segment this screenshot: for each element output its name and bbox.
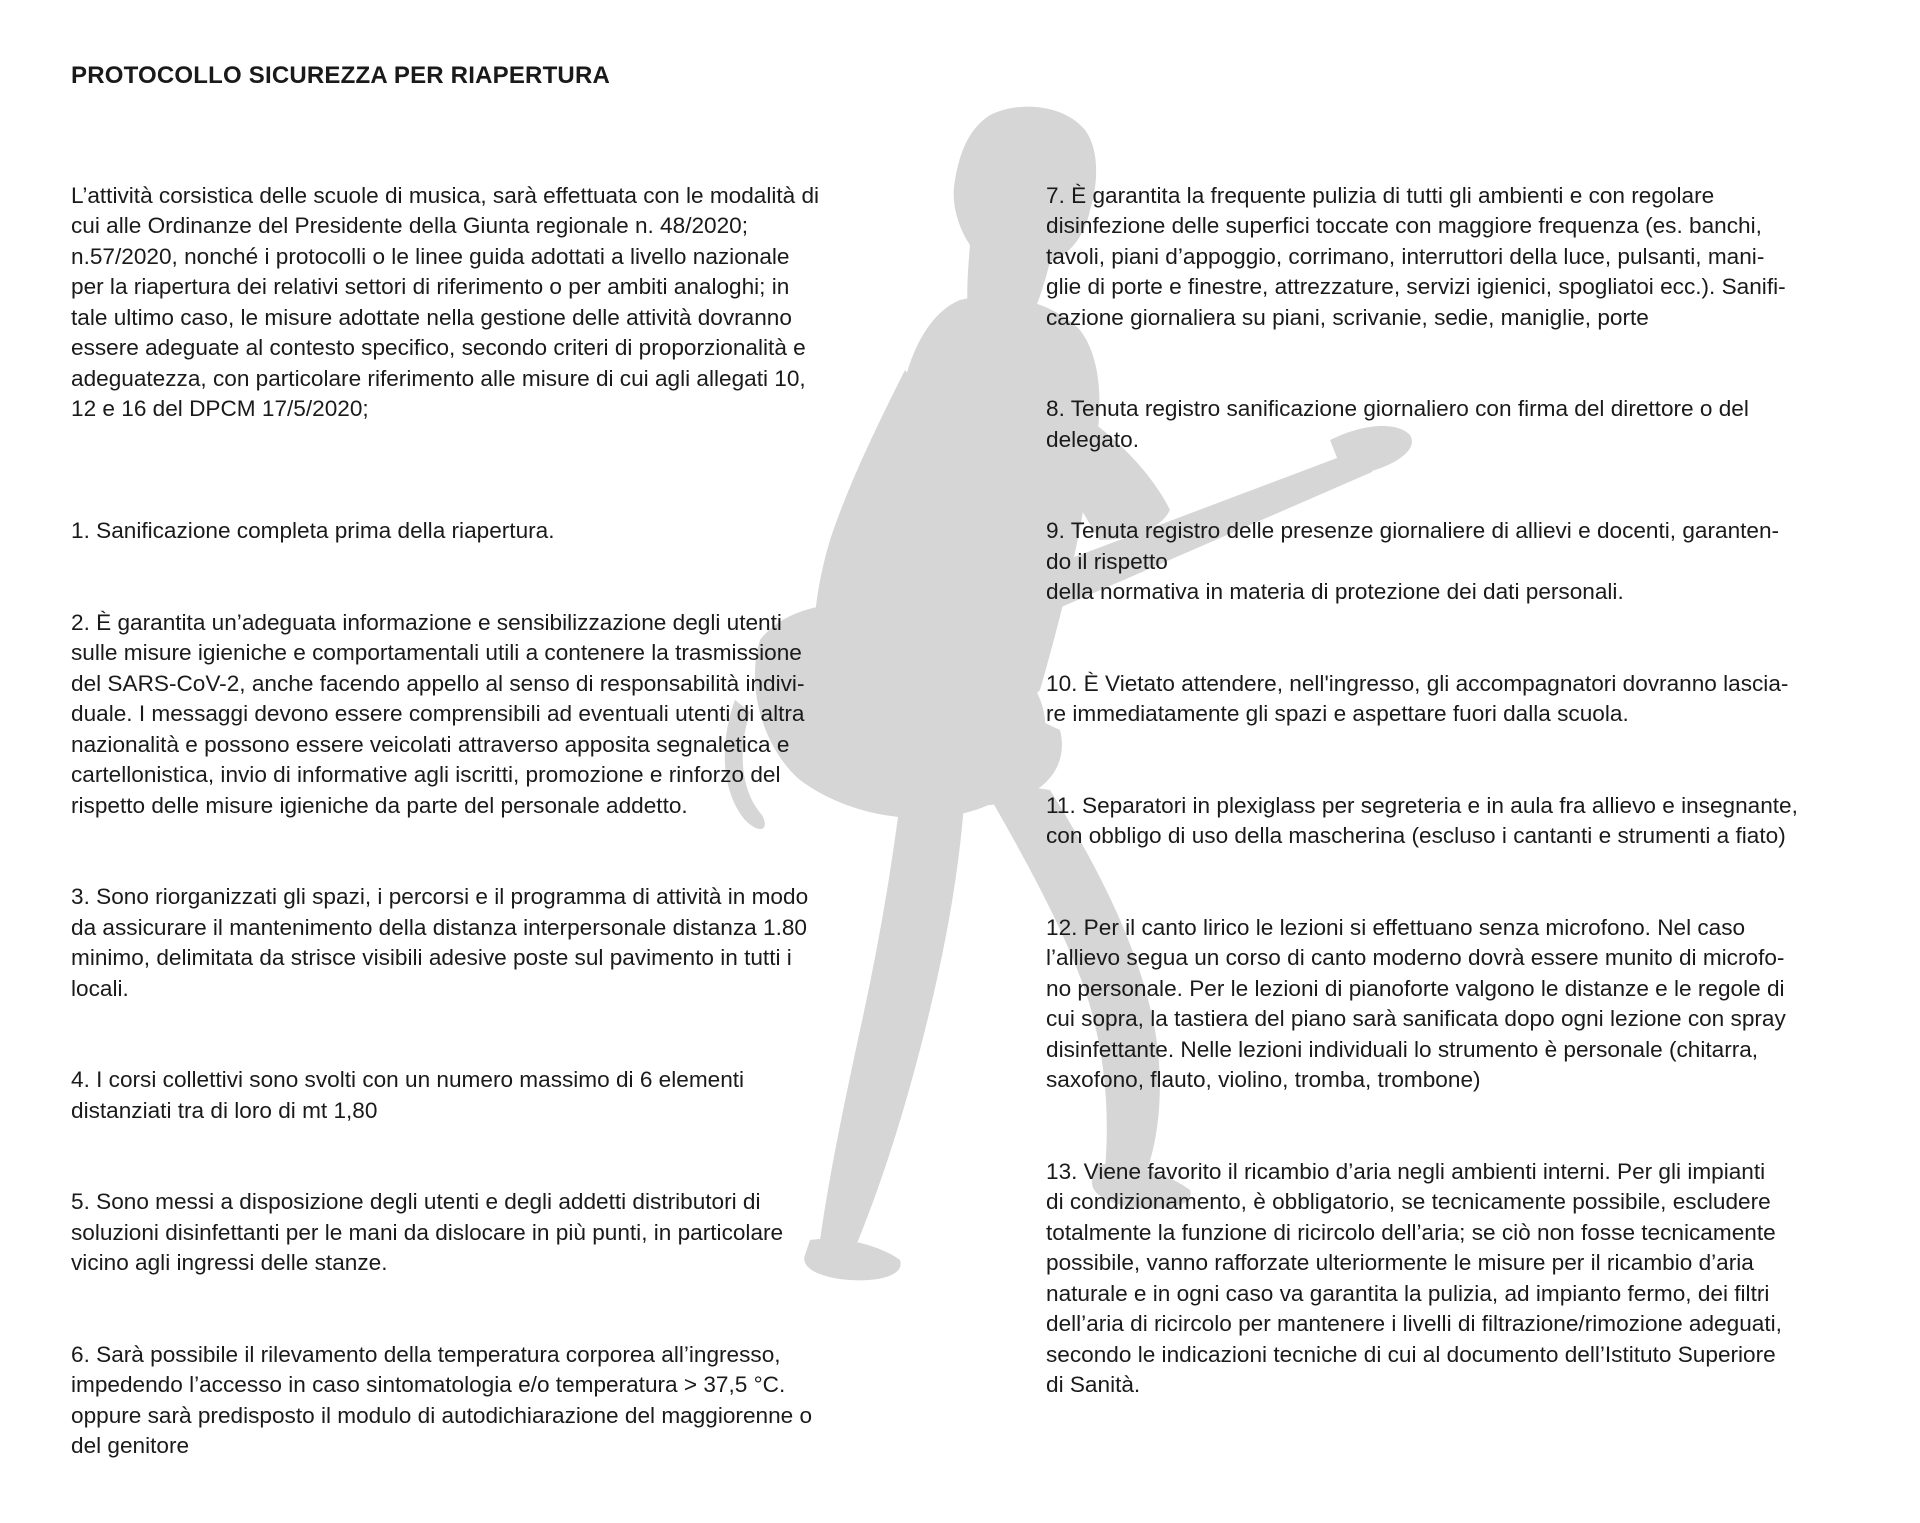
- intro-paragraph: L’attività corsistica delle scuole di musica, sarà effettuata con le modalità di cui alle Ordinanze del Presidente della Giunta regionale n. 48/2020; n.57/2020, nonché i protocolli o le linee guida adottati a livello nazionale per la riapertura dei relativi settori di riferimento o per ambiti analoghi; in tale ultimo caso, le misure adottate nella gestione delle attività dovranno essere adeguate al contesto specifico, secondo criteri di proporzionalità e adeguatezza, con particolare riferimento alle misure di cui agli allegati 10, 12 e 16 del DPCM 17/5/2020;: [71, 182, 820, 421]
- list-item-9: 9. Tenuta registro delle presenze giornaliere di allievi e docenti, garanten- do il rispetto della normativa in materia di protezione dei dati personali.: [1046, 518, 1780, 604]
- list-item-11: 11. Separatori in plexiglass per segreteria e in aula fra allievo e insegnante, con obbligo di uso della mascherina (escluso i cantanti e strumenti a fiato): [1046, 792, 1798, 848]
- list-item-10: 10. È Vietato attendere, nell'ingresso, gli accompagnatori dovranno lascia- re immediatamente gli spazi e aspettare fuori dalla scuola.: [1046, 670, 1789, 726]
- list-item-12: 12. Per il canto lirico le lezioni si effettuano senza microfono. Nel caso l’allievo segua un corso di canto moderno dovrà essere munito di microfo- no personale. Per le lezioni di pianoforte valgono le distanze e le regole di cui sopra, la tastiera del piano sarà sanificata dopo ogni lezione con spray disinfettante. Nelle lezioni individuali lo strumento è personale (chitarra, saxofono, flauto, violino, tromba, trombone): [1046, 914, 1786, 1092]
- list-item-6: 6. Sarà possibile il rilevamento della temperatura corporea all’ingresso, impedendo l’accesso in caso sintomatologia e/o temperatura > 37,5 °C. oppure sarà predisposto il modulo di autodichiarazione del maggiorenne o del genitore: [71, 1341, 813, 1458]
- list-item-8: 8. Tenuta registro sanificazione giornaliero con firma del direttore o del delegato.: [1046, 396, 1749, 452]
- list-item-3: 3. Sono riorganizzati gli spazi, i percorsi e il programma di attività in modo da assicurare il mantenimento della distanza interpersonale distanza 1.80 minimo, delimitata da strisce visibili adesive poste sul pavimento in tutti i locali.: [71, 884, 809, 1001]
- page-title: PROTOCOLLO SICUREZZA PER RIAPERTURA: [71, 62, 611, 89]
- list-item-4: 4. I corsi collettivi sono svolti con un numero massimo di 6 elementi distanziati tra di loro di mt 1,80: [71, 1067, 745, 1123]
- list-item-5: 5. Sono messi a disposizione degli utenti e degli addetti distributori di soluzioni disinfettanti per le mani da dislocare in più punti, in particolare vicino agli ingressi delle stanze.: [71, 1189, 784, 1275]
- list-item-13: 13. Viene favorito il ricambio d’aria negli ambienti interni. Per gli impianti di condizionamento, è obbligatorio, se tecnicamente possibile, escludere totalmente la funzione di ricircolo dell’aria; se ciò non fosse tecnicamente possibile, vanno rafforzate ulteriormente le misure per il ricambio d’aria naturale e in ogni caso va garantita la pulizia, ad impianto fermo, dei filtri dell’aria di ricircolo per mantenere i livelli di filtrazione/rimozione adeguati, secondo le indicazioni tecniche di cui al documento dell’Istituto Superiore di Sanità.: [1046, 1158, 1782, 1397]
- right-column: [1046, 150, 1886, 1462]
- list-item-2: 2. È garantita un’adeguata informazione e sensibilizzazione degli utenti sulle misure igieniche e comportamentali utili a contenere la trasmissione del SARS-CoV-2, anche facendo appello al senso di responsabilità indivi- duale. I messaggi devono essere comprensibili ad eventuali utenti di altra nazionalità e possono essere veicolati attraverso apposita segnaletica e cartellonistica, invio di informative agli iscritti, promozione e rinforzo del rispetto delle misure igieniche da parte del personale addetto.: [71, 609, 805, 818]
- list-item-1: 1. Sanificazione completa prima della riapertura.: [71, 518, 555, 543]
- list-item-7: 7. È garantita la frequente pulizia di tutti gli ambienti e con regolare disinfezione delle superfici toccate con maggiore frequenza (es. banchi, tavoli, piani d’appoggio, corrimano, interruttori della luce, pulsanti, mani- glie di porte e finestre, attrezzature, servizi igienici, spogliatoi ecc.). Sanifi- cazione giornaliera su piani, scrivanie, sedie, maniglie, porte: [1046, 182, 1786, 330]
- left-column: [71, 150, 911, 1523]
